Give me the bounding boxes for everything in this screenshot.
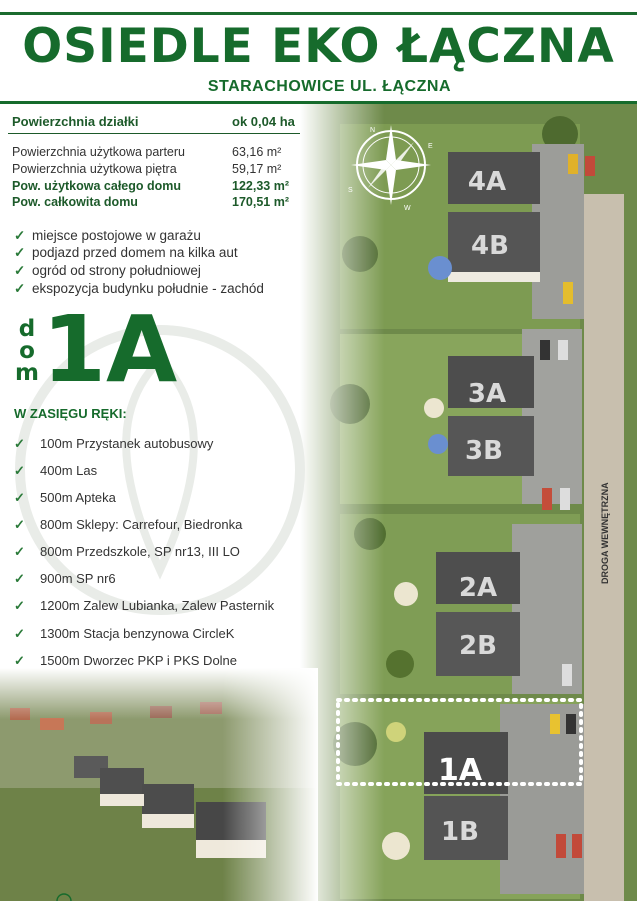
- area-row: Powierzchnia użytkowa parteru 63,16 m²: [12, 145, 282, 159]
- dom-label: d o m: [15, 316, 39, 386]
- nearby-item: ✓ 500m Apteka: [14, 490, 116, 505]
- compass-w: W: [404, 205, 411, 210]
- checkmark-icon: ✓: [14, 598, 25, 613]
- plot-divider: [8, 133, 300, 134]
- checkmark-icon: ✓: [14, 653, 25, 668]
- plot-area-label: Powierzchnia działki: [12, 114, 139, 129]
- nearby-item: ✓ 800m Przedszkole, SP nr13, III LO: [14, 544, 240, 559]
- checkmark-icon: ✓: [14, 517, 25, 532]
- nearby-heading: W ZASIĘGU RĘKI:: [14, 406, 127, 421]
- checkmark-icon: ✓: [14, 544, 25, 559]
- checkmark-icon: ✓: [14, 463, 25, 478]
- checkmark-icon: ✓: [14, 626, 25, 641]
- nearby-item: ✓ 1200m Zalew Lubianka, Zalew Pasternik: [14, 598, 275, 613]
- compass-e: E: [428, 143, 433, 150]
- compass-rose-icon: [346, 120, 436, 210]
- nearby-item: ✓ 800m Sklepy: Carrefour, Biedronka: [14, 517, 243, 532]
- footer-logo-icon: [56, 892, 72, 901]
- page-subtitle: STARACHOWICE UL. ŁĄCZNA: [207, 78, 451, 95]
- checkmark-icon: ✓: [14, 571, 25, 586]
- area-row: Powierzchnia użytkowa piętra 59,17 m²: [12, 162, 282, 176]
- house-number: 1A: [42, 296, 178, 403]
- aerial-site-map: [300, 104, 637, 901]
- page-title: OSIEDLE EKO ŁĄCZNA: [22, 19, 615, 74]
- nearby-item: ✓ 1500m Dworzec PKP i PKS Dolne: [14, 653, 238, 668]
- feature-item: ✓ miejsce postojowe w garażu: [14, 228, 201, 243]
- nearby-item: ✓ 100m Przystanek autobusowy: [14, 436, 214, 451]
- checkmark-icon: ✓: [14, 228, 26, 243]
- checkmark-icon: ✓: [14, 490, 25, 505]
- area-row: Pow. całkowita domu 170,51 m²: [12, 195, 289, 209]
- compass-n: N: [370, 127, 376, 134]
- checkmark-icon: ✓: [14, 436, 25, 451]
- aerial-photo: [0, 668, 318, 901]
- nearby-item: ✓ 900m SP nr6: [14, 571, 116, 586]
- compass-s: S: [348, 187, 353, 194]
- feature-item: ✓ podjazd przed domem na kilka aut: [14, 245, 238, 260]
- area-row: Pow. użytkowa całego domu 122,33 m²: [12, 179, 289, 193]
- checkmark-icon: ✓: [14, 263, 26, 278]
- checkmark-icon: ✓: [14, 245, 26, 260]
- checkmark-icon: ✓: [14, 281, 26, 296]
- nearby-item: ✓ 1300m Stacja benzynowa CircleK: [14, 626, 235, 641]
- plot-area-value: ok 0,04 ha: [232, 114, 295, 129]
- nearby-item: ✓ 400m Las: [14, 463, 98, 478]
- feature-item: ✓ ogród od strony południowej: [14, 263, 201, 278]
- feature-item: ✓ ekspozycja budynku południe - zachód: [14, 281, 264, 296]
- top-rule: [0, 12, 637, 15]
